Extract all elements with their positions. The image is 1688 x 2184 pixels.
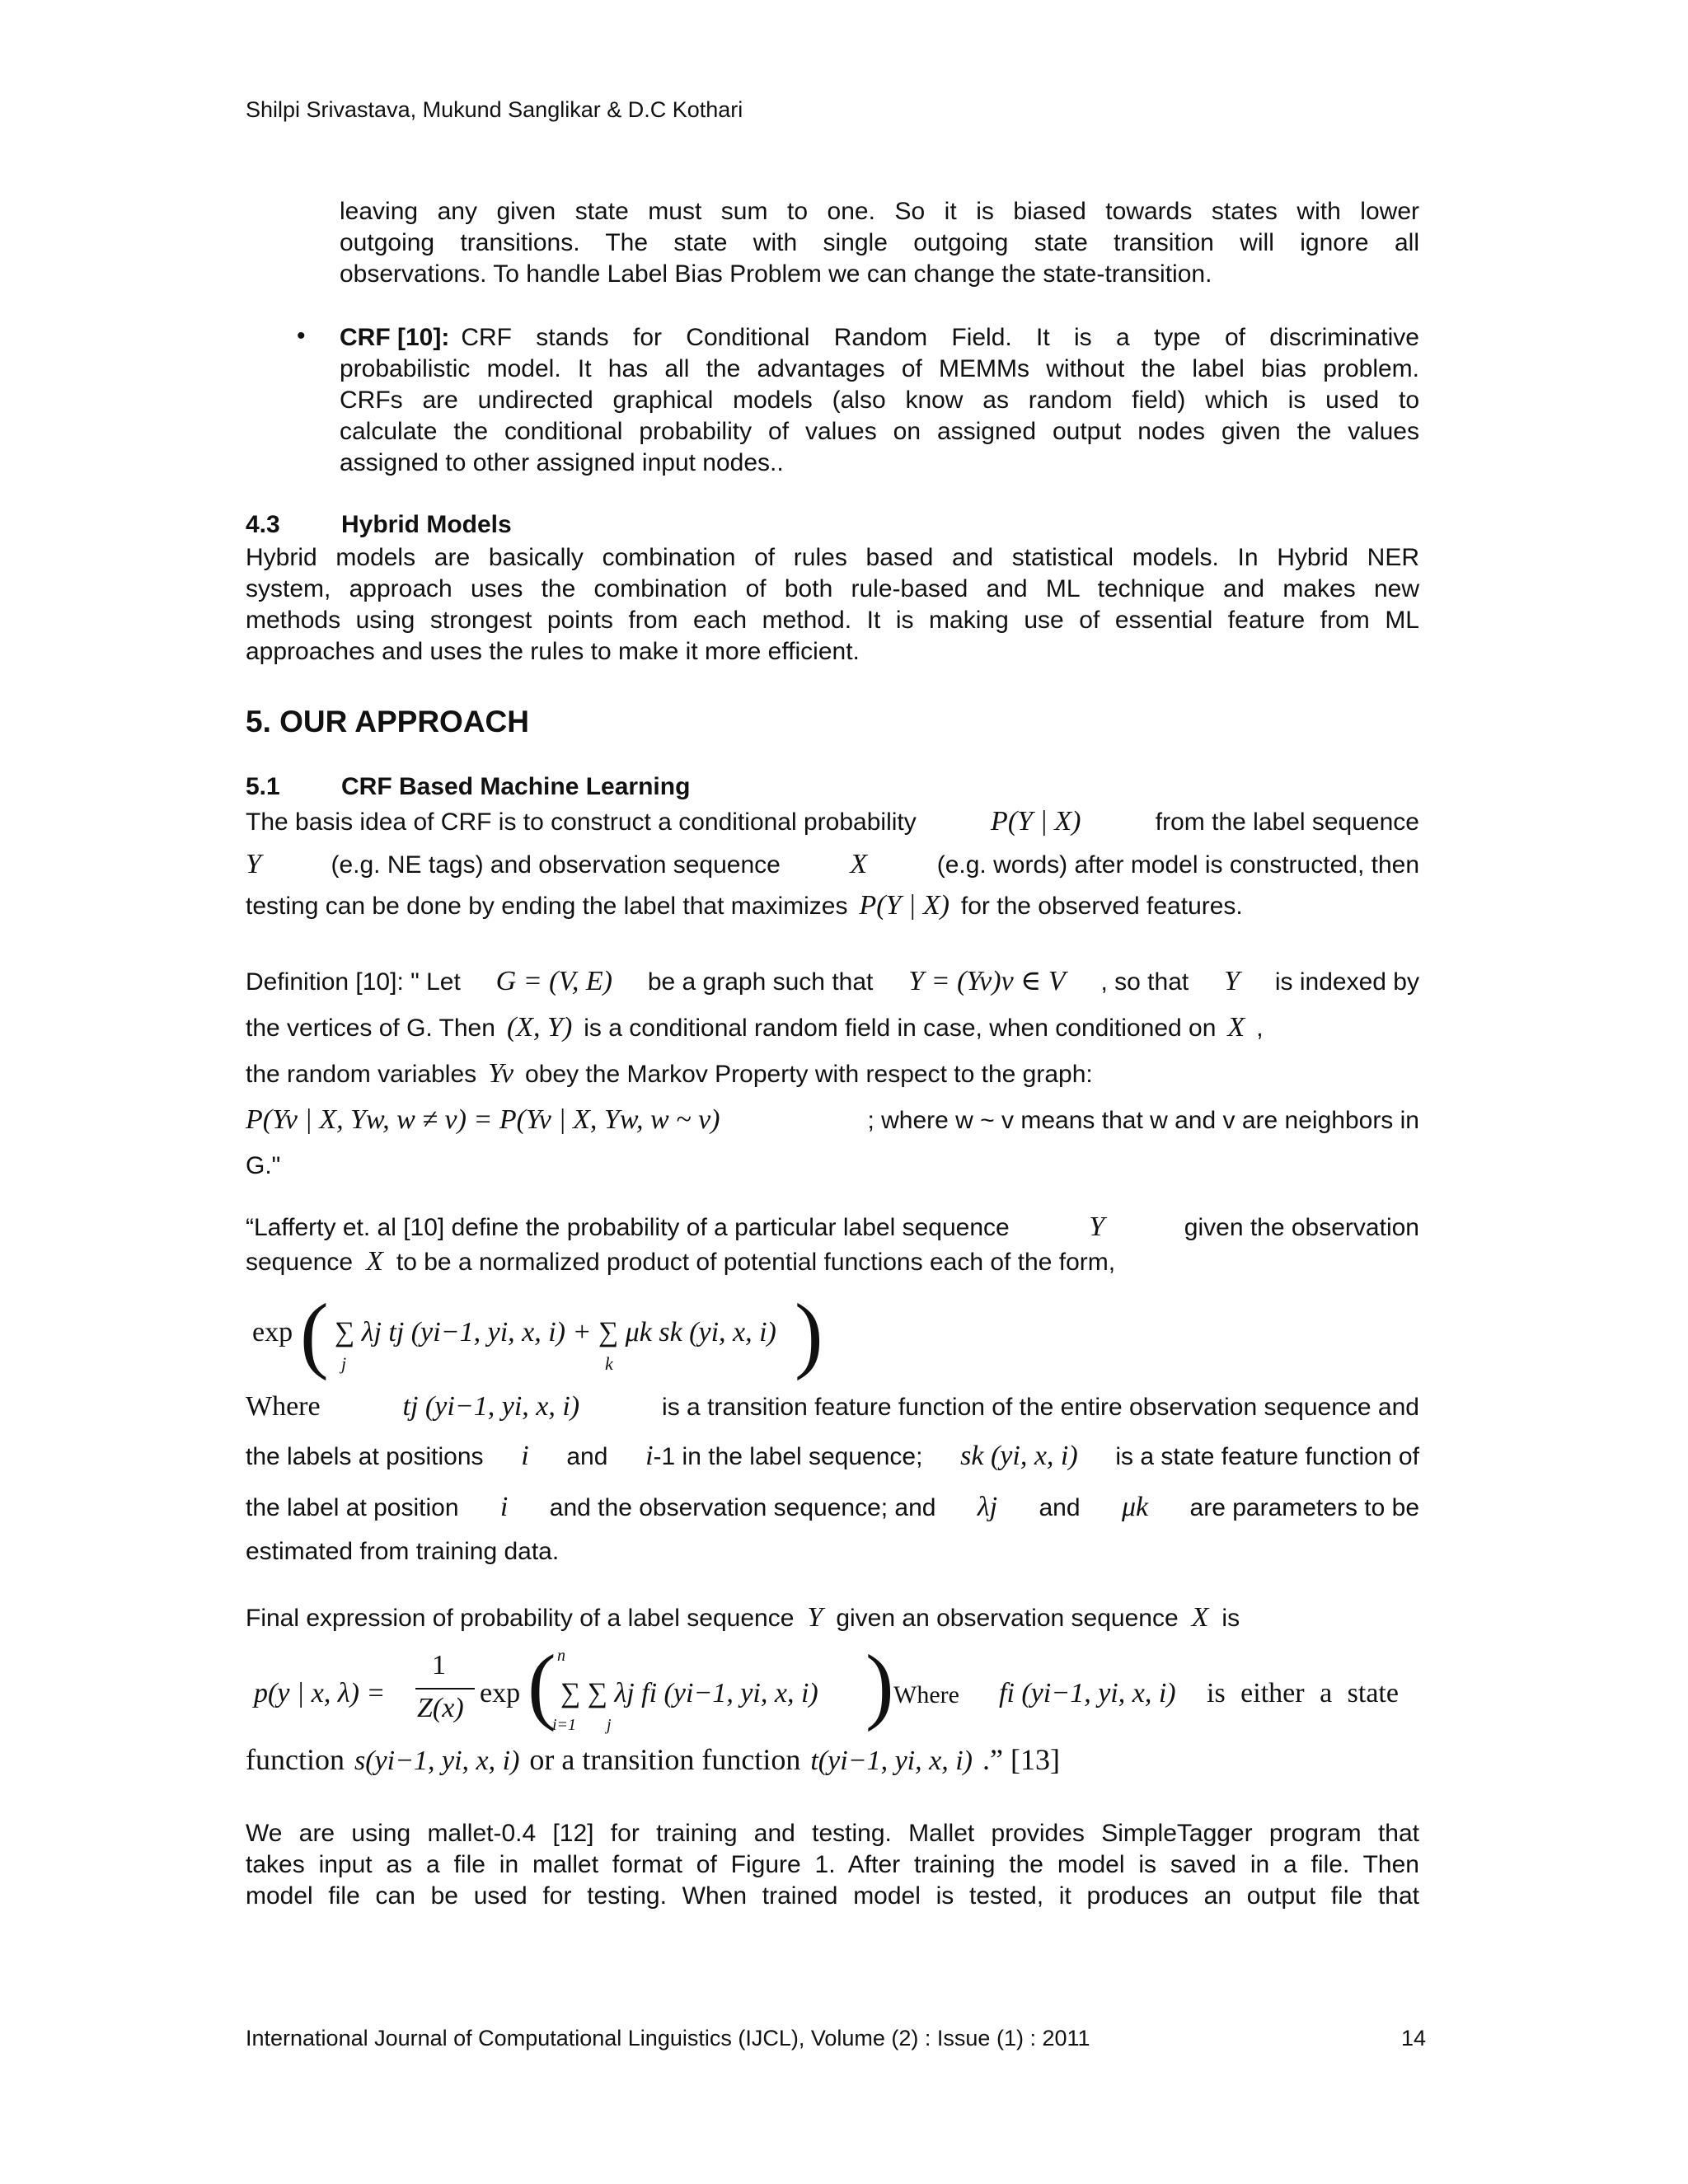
crf-basis-line-2 [246,849,1419,881]
potential-function-equation [246,1286,839,1393]
memm-line-2: outgoing transitions. The state with single outgoing state transition will ignore all [340,229,1419,256]
final-line-3 [246,1742,1060,1777]
where-line-3 [246,1492,1419,1524]
math-pyx: P(Y | X) [859,890,950,921]
journal-footer: International Journal of Computational Linguistics (IJCL), Volume (2) : Issue (1) : 2011 [246,2026,1090,2050]
crf-line-1-text: CRF stands for Conditional Random Field. It is a type of discriminative [461,324,1419,351]
sum-sub-i: i=1 [552,1716,577,1734]
section-5-1-number: 5.1 [246,773,280,800]
text-run: for the observed features. [960,893,1243,920]
definition-line-5: G." [246,1152,281,1179]
memm-line-3: observations. To handle Label Bias Problem we can change the state-transition. [340,260,1212,288]
text-run: testing can be done by ending the label that maximizes [246,893,848,920]
eq-exp: exp [480,1678,521,1708]
section-4-3-number: 4.3 [246,511,280,538]
definition-line-1 [246,966,1419,998]
math-y: Y [1089,1212,1105,1242]
crf-line-3: CRFs are undirected graphical models (also know as random field) which is used to [340,387,1419,414]
eq-denominator: Z(x) [417,1693,464,1723]
text-run: are parameters to be [1189,1494,1419,1521]
math-tj: tj (yi−1, yi, x, i) [402,1391,580,1422]
text-run: the labels at positions [246,1443,484,1470]
sum-sub-j: j [607,1716,612,1734]
left-paren: ( [528,1638,556,1732]
math-markov: P(Yv | X, Yw, w ≠ v) = P(Yv | X, Yw, w ~ v) [246,1104,720,1135]
hybrid-line-2: system, approach uses the combination of both rule-based and ML technique and makes new [246,575,1419,602]
text-run: and the observation sequence; and [549,1494,936,1521]
hybrid-line-3: methods using strongest points from each method. It is making use of essential feature from ML [246,607,1419,634]
text-run: ; where w ~ v means that w and v are neighbors in [867,1107,1419,1134]
text-run: is a transition feature function of the entire observation sequence and [662,1394,1419,1421]
text-run: Final expression of probability of a label sequence [246,1605,795,1632]
text-run: the label at position [246,1494,459,1521]
text-run: “Lafferty et. al [10] define the probability of a particular label sequence [246,1214,1010,1241]
text-run: is a conditional random field in case, when conditioned on [584,1015,1217,1042]
crf-basis-line-3 [246,890,1419,922]
text-run: to be a normalized product of potential functions each of the form, [396,1249,1116,1276]
sum-sub-k: k [605,1353,613,1374]
text-run: sequence [246,1249,354,1276]
definition-line-3 [246,1058,1419,1090]
text-run: be a graph such that [647,968,874,996]
definition-line-4 [246,1104,1419,1137]
left-paren: ( [300,1286,329,1381]
text-run: (e.g. words) after model is constructed, then [936,851,1419,879]
math-x: X [850,849,868,879]
text-run: The basis idea of CRF is to construct a conditional probability [246,808,917,836]
fraction-bar [415,1688,475,1690]
text-run: Where [893,1681,959,1708]
text-run: the vertices of G. Then [246,1015,495,1042]
final-probability-equation [246,1638,1419,1742]
math-i: i [645,1441,654,1471]
text-run: (e.g. NE tags) and observation sequence [331,851,781,879]
section-5-1-title: CRF Based Machine Learning [341,773,691,800]
text-run: is indexed by [1274,968,1419,996]
math-x: X [1191,1602,1209,1633]
where-line-1 [246,1391,1419,1423]
eq-numerator: 1 [432,1650,446,1680]
bullet-icon: • [297,322,306,349]
text-run: Definition [10]: " Let [246,968,461,996]
math-lambda: λj [977,1492,998,1522]
text-run: from the label sequence [1155,808,1419,836]
text-run: , [1256,1015,1264,1042]
crf-line-4: calculate the conditional probability of values on assigned output nodes given the values [340,418,1419,445]
final-line-1 [246,1602,1419,1634]
eq-body: ∑ λj tj (yi−1, yi, x, i) + ∑ μk sk (yi, x, i) [335,1317,776,1347]
math-sk: sk (yi, x, i) [960,1441,1078,1471]
text-run: -1 in the label sequence; [653,1443,923,1470]
right-paren: ) [865,1638,894,1732]
text-run: given the observation [1184,1214,1419,1241]
lafferty-line-2 [246,1246,1419,1278]
definition-line-2 [246,1012,1419,1044]
text-run: and [1039,1494,1081,1521]
mallet-line-3: model file can be used for testing. When trained model is tested, it produces an output file that [246,1882,1419,1910]
eq-body: ∑ ∑ λj fi (yi−1, yi, x, i) [560,1678,818,1708]
crf-basis-line-1 [246,806,1419,838]
math-x: X [1227,1012,1245,1043]
text-run: obey the Markov Property with respect to the graph: [525,1061,1093,1088]
crf-line-5: assigned to other assigned input nodes.. [340,449,784,476]
text-run: is either a state [1207,1678,1399,1708]
math-fi: fi (yi−1, yi, x, i) [999,1678,1176,1708]
eq-lhs: p(y | x, λ) = [254,1678,386,1708]
math-t: t(yi−1, yi, x, i) [810,1746,973,1776]
hybrid-line-4: approaches and uses the rules to make it more efficient. [246,638,860,665]
where-line-2 [246,1441,1419,1473]
sum-top-n: n [557,1647,565,1665]
text-run: and [566,1443,608,1470]
text-run: the random variables [246,1061,477,1088]
math-x: X [366,1246,383,1277]
section-5-title: 5. OUR APPROACH [246,705,530,738]
math-graph: G = (V, E) [495,966,612,996]
text-run: is a state feature function of [1115,1443,1419,1470]
text-run: or a transition function [529,1743,801,1776]
math-i: i [521,1441,529,1471]
memm-line-1: leaving any given state must sum to one. So it is biased towards states with lower [340,198,1419,225]
text-run: function [246,1743,345,1776]
math-y: Y [246,849,261,879]
math-xy: (X, Y) [506,1012,573,1043]
math-s: s(yi−1, yi, x, i) [354,1746,520,1776]
crf-line-1 [340,322,1419,354]
right-paren: ) [795,1286,823,1381]
text-run: , so that [1100,968,1189,996]
math-mu: μk [1121,1492,1149,1522]
math-pyx: P(Y | X) [991,806,1081,837]
math-y-def: Y = (Yv)v ∈ V [908,966,1066,996]
text-run: .” [13] [982,1743,1060,1776]
text-run: Where [246,1391,321,1422]
mallet-line-2: takes input as a file in mallet format of Figure 1. After training the model is saved in a file. Then [246,1851,1419,1878]
text-run: is [1221,1605,1240,1632]
page-number: 14 [1401,2026,1427,2050]
math-i: i [499,1492,509,1522]
crf-line-2: probabilistic model. It has all the advantages of MEMMs without the label bias problem. [340,355,1419,382]
hybrid-line-1: Hybrid models are basically combination of rules based and statistical models. In Hybrid NER [246,544,1419,571]
math-y: Y [807,1602,823,1633]
running-header: Shilpi Srivastava, Mukund Sanglikar & D.C Kothari [246,97,743,122]
math-y: Y [1224,966,1240,996]
text-run: given an observation sequence [836,1605,1179,1632]
where-line-4: estimated from training data. [246,1538,560,1565]
lafferty-line-1 [246,1212,1419,1244]
mallet-line-1: We are using mallet-0.4 [12] for training and testing. Mallet provides SimpleTagger program that [246,1820,1419,1847]
eq-exp: exp [252,1317,293,1347]
section-4-3-title: Hybrid Models [341,511,512,538]
crf-label: CRF [10]: [340,324,450,351]
math-yv: Yv [488,1058,514,1089]
sum-sub-j: j [341,1353,347,1374]
